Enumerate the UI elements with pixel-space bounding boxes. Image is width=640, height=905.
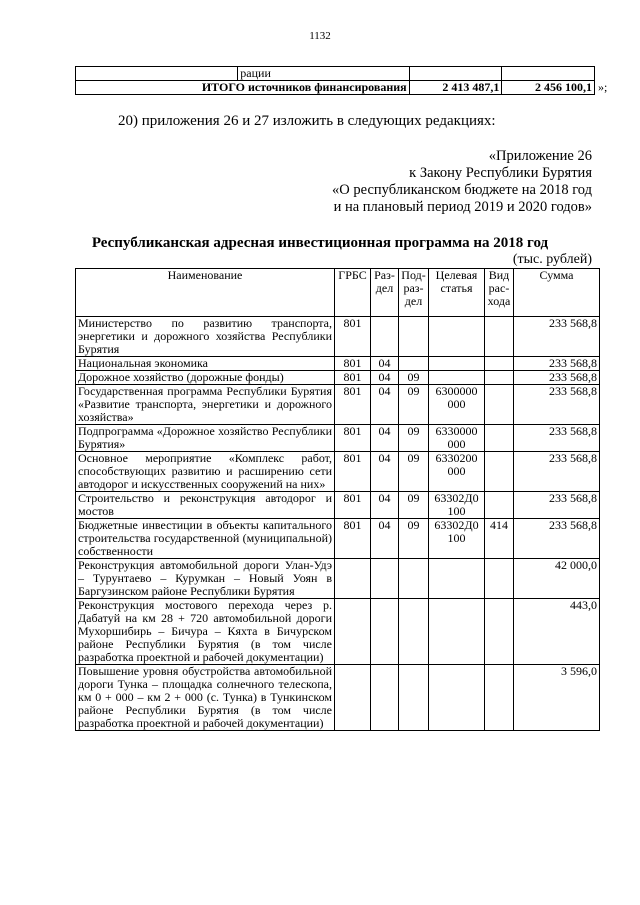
table-row	[76, 665, 600, 731]
row-label: рации	[238, 67, 409, 81]
table-row	[76, 81, 595, 95]
cell-vid	[485, 317, 514, 357]
col-header-podrazdel: Под- раз- дел	[399, 269, 429, 317]
cell-target: 63302Д0 100	[429, 519, 485, 559]
cell-razdel: 04	[371, 425, 399, 452]
table-row	[76, 317, 600, 357]
col-header-target: Целевая статья	[429, 269, 485, 317]
cell-razdel	[371, 599, 399, 665]
total-label: ИТОГО источников финансирования	[76, 81, 410, 95]
item-paragraph: 20) приложения 26 и 27 изложить в следующих редакциях:	[118, 113, 496, 129]
cell-razdel	[371, 665, 399, 731]
cell-grbs: 801	[335, 452, 371, 492]
cell-name: Реконструкция автомобильной дороги Улан-Удэ – Турунтаево – Курумкан – Новый Уоян в Баргузинском районе Республики Бурятия	[76, 559, 335, 599]
cell-target: 6300000 000	[429, 385, 485, 425]
cell-razdel: 04	[371, 357, 399, 371]
table-row	[76, 67, 595, 81]
cell-target: 6330000 000	[429, 425, 485, 452]
table-row	[76, 425, 600, 452]
cell-podrazdel	[399, 317, 429, 357]
cell-podrazdel: 09	[399, 371, 429, 385]
cell-vid	[485, 425, 514, 452]
cell-grbs: 801	[335, 519, 371, 559]
cell-name: Министерство по развитию транспорта, энергетики и дорожного хозяйства Республики Бурятия	[76, 317, 335, 357]
cell-podrazdel: 09	[399, 385, 429, 425]
cell-vid: 414	[485, 519, 514, 559]
cell-name: Подпрограмма «Дорожное хозяйство Республики Бурятия»	[76, 425, 335, 452]
cell-sum: 233 568,8	[514, 425, 600, 452]
cell-grbs	[335, 665, 371, 731]
cell-podrazdel: 09	[399, 425, 429, 452]
appendix-header	[0, 148, 592, 216]
cell-name: Бюджетные инвестиции в объекты капитального строительства государственной (муниципальной) собственности	[76, 519, 335, 559]
table-header-row	[76, 269, 600, 317]
cell-podrazdel	[399, 357, 429, 371]
col-header-vid: Вид рас- хода	[485, 269, 514, 317]
closing-quote: »;	[598, 80, 608, 94]
table-row	[76, 357, 600, 371]
document-title: Республиканская адресная инвестиционная программа на 2018 год	[91, 235, 549, 251]
appendix-line: «Приложение 26	[488, 148, 592, 164]
cell-name: Строительство и реконструкция автодорог и мостов	[76, 492, 335, 519]
cell-vid	[485, 357, 514, 371]
page-number: 1132	[309, 30, 331, 42]
table-row	[76, 452, 600, 492]
table-row	[76, 371, 600, 385]
cell-vid	[485, 371, 514, 385]
cell-name: Повышение уровня обустройства автомобильной дороги Тунка – площадка солнечного телескопа, км 0 + 000 – км 2 + 000 (с. Тунка) в Тункинском районе Республики Бурятия (в том числе разработка проектной и рабочей документации)	[76, 665, 335, 731]
cell-target	[429, 599, 485, 665]
cell-sum: 42 000,0	[514, 559, 600, 599]
cell-podrazdel	[399, 559, 429, 599]
cell-sum: 233 568,8	[514, 519, 600, 559]
cell-target	[429, 371, 485, 385]
cell-sum: 233 568,8	[514, 492, 600, 519]
cell-vid	[485, 385, 514, 425]
cell-grbs	[335, 559, 371, 599]
cell-target	[429, 559, 485, 599]
cell-sum: 233 568,8	[514, 452, 600, 492]
cell-razdel: 04	[371, 452, 399, 492]
cell-grbs: 801	[335, 357, 371, 371]
cell-razdel: 04	[371, 492, 399, 519]
cell-target: 6330200 000	[429, 452, 485, 492]
cell-grbs: 801	[335, 425, 371, 452]
cell-sum: 233 568,8	[514, 317, 600, 357]
cell-vid	[485, 492, 514, 519]
col-header-grbs: ГРБС	[335, 269, 371, 317]
units-label: (тыс. рублей)	[512, 252, 592, 267]
cell-target	[429, 665, 485, 731]
cell-podrazdel: 09	[399, 452, 429, 492]
cell-vid	[485, 599, 514, 665]
cell-grbs	[335, 599, 371, 665]
table-row	[76, 492, 600, 519]
cell-name: Национальная экономика	[76, 357, 335, 371]
cell-podrazdel	[399, 665, 429, 731]
cell-sum: 233 568,8	[514, 357, 600, 371]
cell-sum: 3 596,0	[514, 665, 600, 731]
financing-summary-table	[75, 66, 595, 95]
cell-name: Основное мероприятие «Комплекс работ, способствующих развитию и расширению сети автодорог и искусственных сооружений на них»	[76, 452, 335, 492]
cell-vid	[485, 452, 514, 492]
cell-name: Государственная программа Республики Бурятия «Развитие транспорта, энергетики и дорожного хозяйства»	[76, 385, 335, 425]
cell-razdel	[371, 317, 399, 357]
total-value-2020: 2 456 100,1	[502, 81, 595, 95]
table-row	[76, 559, 600, 599]
cell-vid	[485, 665, 514, 731]
cell-target	[429, 357, 485, 371]
table-row	[76, 599, 600, 665]
cell-razdel	[371, 559, 399, 599]
appendix-line: и на плановый период 2019 и 2020 годов»	[333, 199, 592, 215]
cell-target	[429, 317, 485, 357]
appendix-line: «О республиканском бюджете на 2018 год	[332, 182, 592, 198]
table-row	[76, 385, 600, 425]
cell-razdel: 04	[371, 385, 399, 425]
cell-podrazdel	[399, 599, 429, 665]
table-body	[76, 317, 600, 731]
cell-razdel: 04	[371, 519, 399, 559]
cell-name: Реконструкция мостового перехода через р. Дабатуй на км 28 + 720 автомобильной дороги Мухоршибирь – Бичура – Кяхта в Бичурском районе Республики Бурятия (в том числе разработка проектной и рабочей документации)	[76, 599, 335, 665]
cell-grbs: 801	[335, 385, 371, 425]
cell-sum: 233 568,8	[514, 385, 600, 425]
cell-target: 63302Д0 100	[429, 492, 485, 519]
cell-grbs: 801	[335, 317, 371, 357]
cell-podrazdel: 09	[399, 492, 429, 519]
total-value-2019: 2 413 487,1	[409, 81, 502, 95]
cell-vid	[485, 559, 514, 599]
cell-razdel: 04	[371, 371, 399, 385]
appendix-line: к Закону Республики Бурятия	[409, 165, 592, 181]
cell-sum: 443,0	[514, 599, 600, 665]
cell-podrazdel: 09	[399, 519, 429, 559]
table-row	[76, 519, 600, 559]
cell-name: Дорожное хозяйство (дорожные фонды)	[76, 371, 335, 385]
cell-grbs: 801	[335, 371, 371, 385]
cell-sum: 233 568,8	[514, 371, 600, 385]
cell-grbs: 801	[335, 492, 371, 519]
col-header-razdel: Раз- дел	[371, 269, 399, 317]
col-header-sum: Сумма	[514, 269, 600, 317]
col-header-name: Наименование	[76, 269, 335, 317]
investment-program-table	[75, 268, 600, 731]
